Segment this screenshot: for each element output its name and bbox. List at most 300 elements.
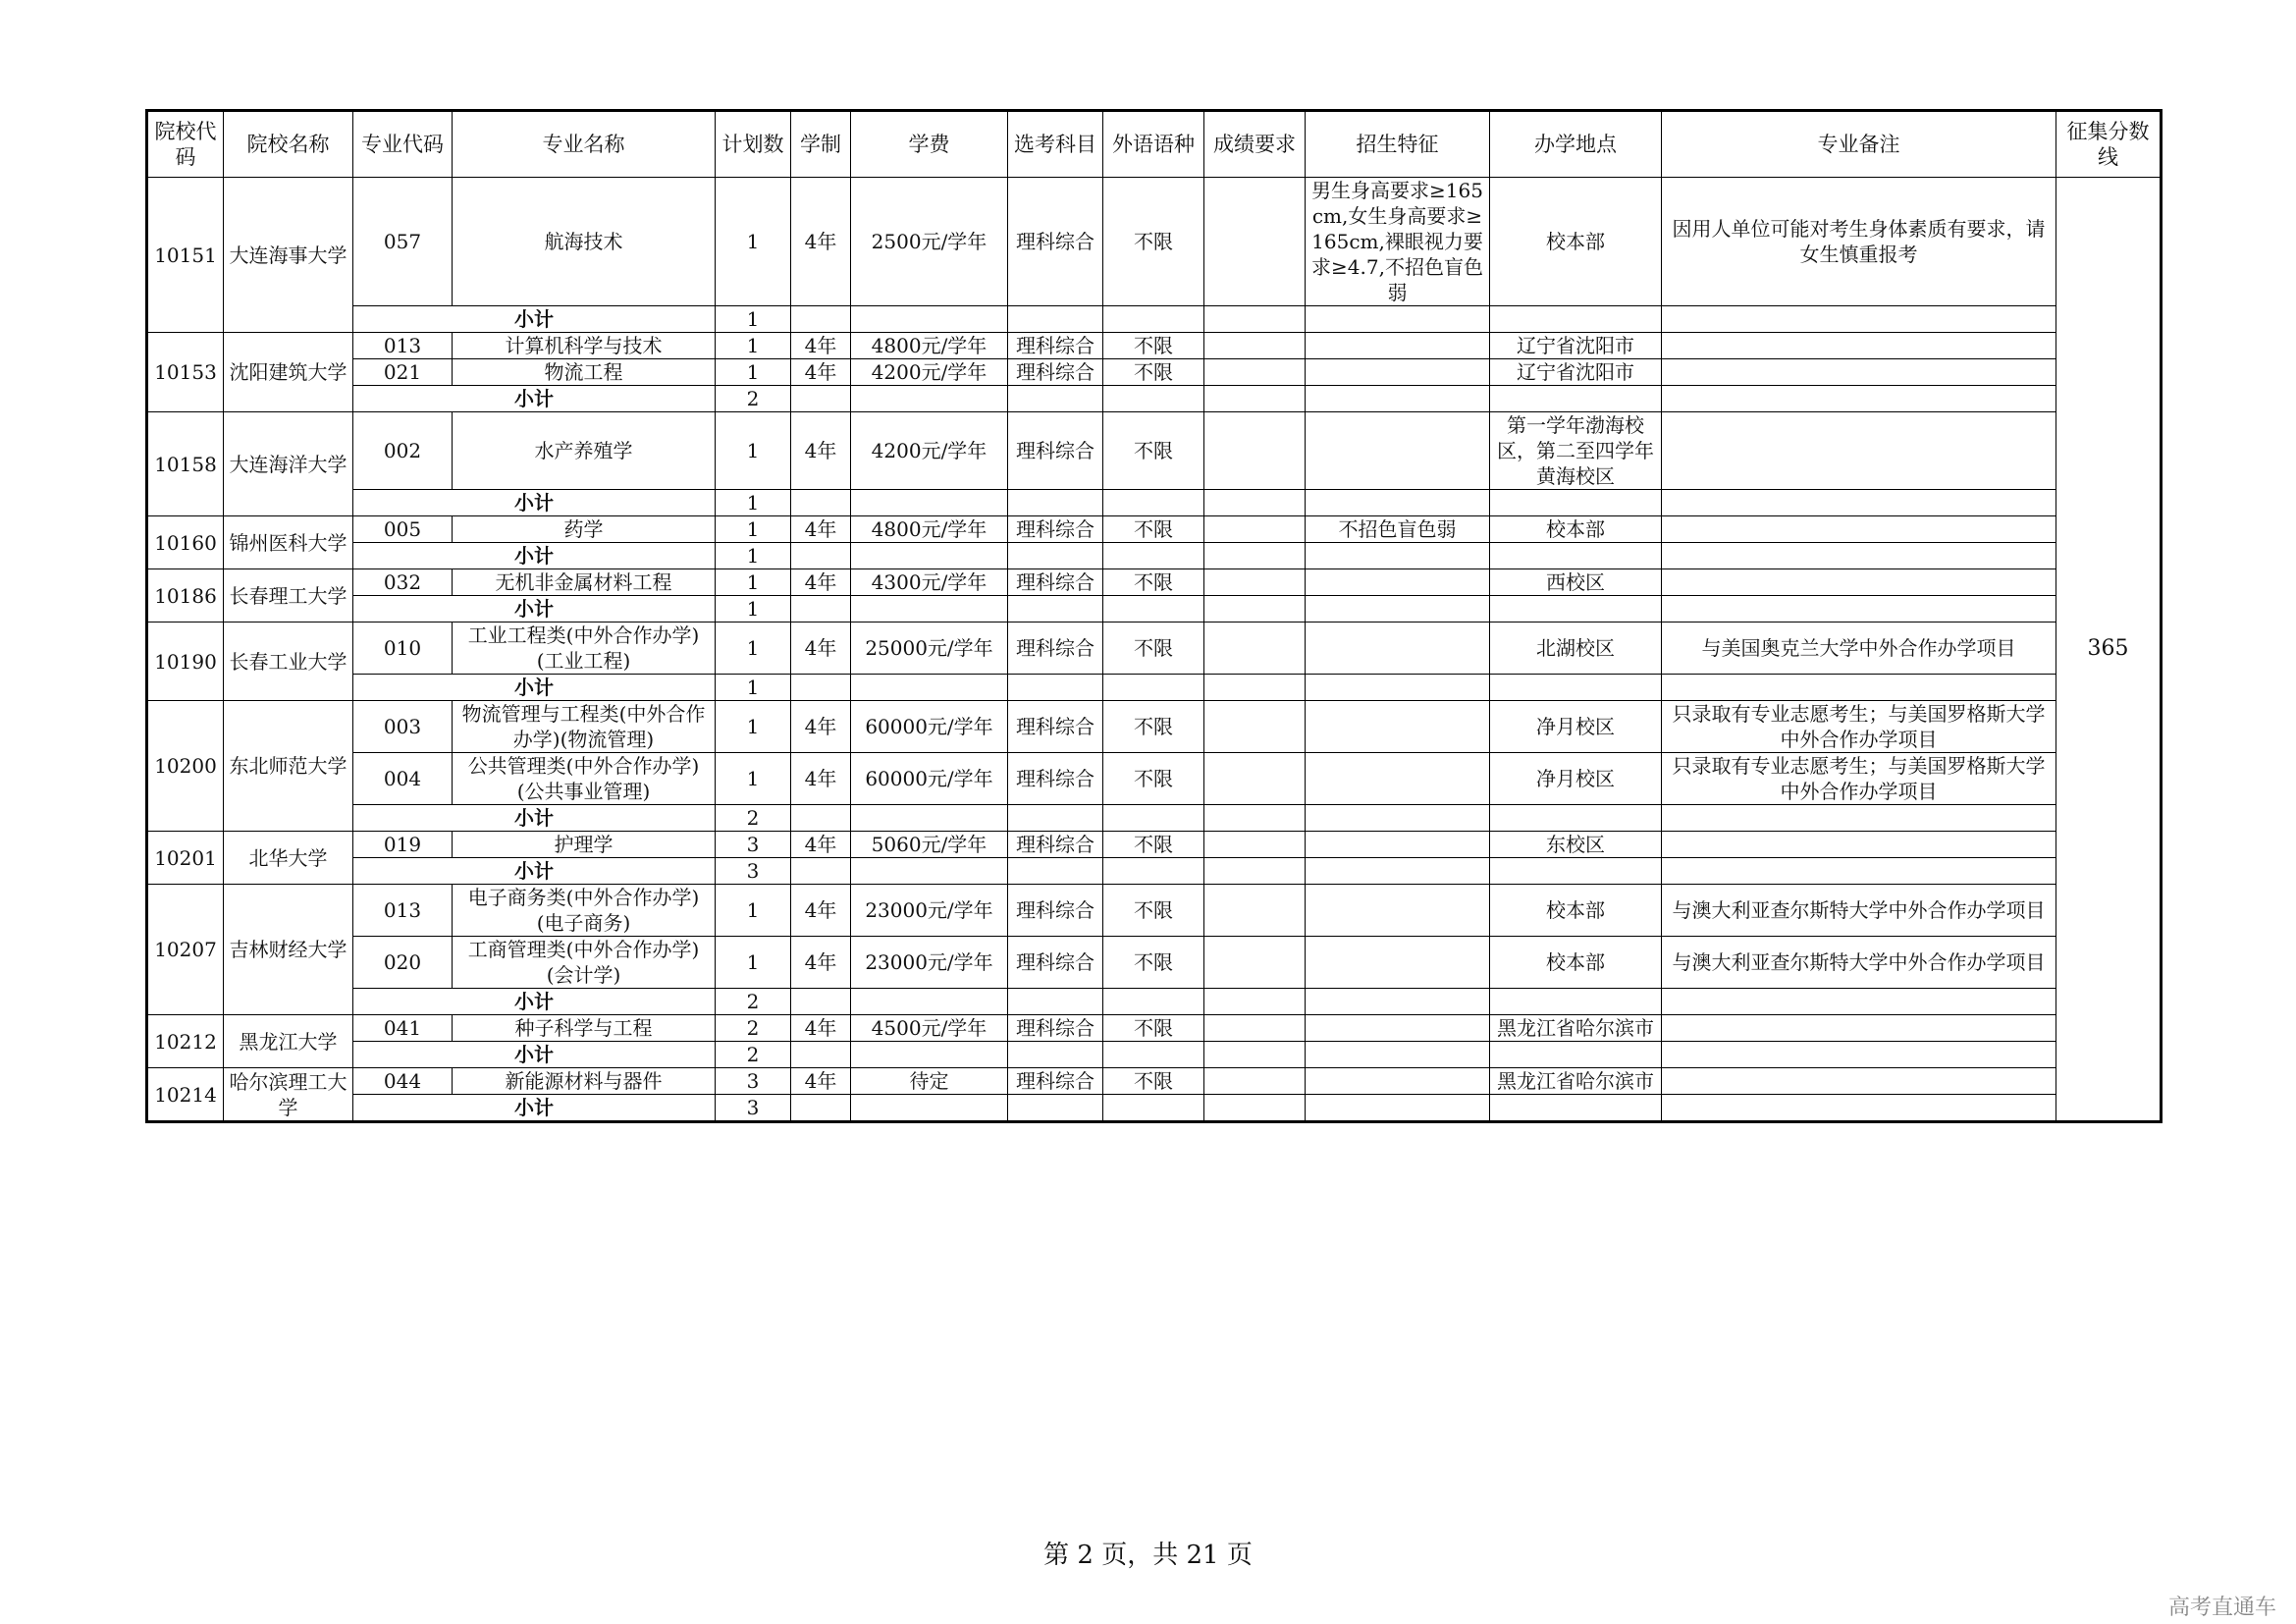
enrollment-feature [1306,1068,1490,1095]
empty-cell [1204,675,1306,701]
empty-cell [1103,858,1204,885]
foreign-language: 不限 [1103,937,1204,989]
empty-cell [1008,1095,1103,1122]
subtotal-row [147,543,2162,569]
subtotal-value: 1 [716,306,791,333]
school-code: 10153 [147,333,224,412]
exam-subject: 理科综合 [1008,516,1103,543]
exam-subject: 理科综合 [1008,885,1103,937]
empty-cell [1103,989,1204,1015]
tuition-fee: 23000元/学年 [851,937,1008,989]
school-name: 吉林财经大学 [224,885,353,1015]
foreign-language: 不限 [1103,753,1204,805]
subtotal-label: 小计 [353,1042,716,1068]
campus-location: 西校区 [1490,569,1662,596]
enrollment-feature [1306,832,1490,858]
plan-count: 1 [716,937,791,989]
study-years: 4年 [791,885,851,937]
foreign-language: 不限 [1103,1068,1204,1095]
tuition-fee: 60000元/学年 [851,701,1008,753]
empty-cell [791,306,851,333]
table-row [147,937,2162,989]
admission-plan-table [145,109,2163,1123]
school-code: 10207 [147,885,224,1015]
empty-cell [1662,675,2056,701]
campus-location: 第一学年渤海校区，第二至四学年黄海校区 [1490,412,1662,490]
foreign-language: 不限 [1103,623,1204,675]
empty-cell [791,1042,851,1068]
subtotal-row [147,490,2162,516]
empty-cell [1306,989,1490,1015]
score-requirement [1204,412,1306,490]
major-note [1662,359,2056,386]
table-row [147,1015,2162,1042]
score-requirement [1204,885,1306,937]
empty-cell [1204,306,1306,333]
empty-cell [1008,490,1103,516]
study-years: 4年 [791,832,851,858]
empty-cell [1490,490,1662,516]
foreign-language: 不限 [1103,333,1204,359]
watermark: 高考直通车 [2167,1596,2276,1620]
major-note [1662,412,2056,490]
major-name: 物流工程 [453,359,716,386]
major-code: 013 [353,885,453,937]
subtotal-label: 小计 [353,1095,716,1122]
empty-cell [1306,306,1490,333]
subtotal-label: 小计 [353,989,716,1015]
score-requirement [1204,937,1306,989]
foreign-language: 不限 [1103,412,1204,490]
empty-cell [1008,675,1103,701]
empty-cell [1204,1042,1306,1068]
empty-cell [791,989,851,1015]
foreign-language: 不限 [1103,1015,1204,1042]
major-note: 与美国奥克兰大学中外合作办学项目 [1662,623,2056,675]
empty-cell [1204,858,1306,885]
subtotal-row [147,386,2162,412]
tuition-fee: 4800元/学年 [851,333,1008,359]
major-code: 041 [353,1015,453,1042]
major-name: 公共管理类(中外合作办学)(公共事业管理) [453,753,716,805]
foreign-language: 不限 [1103,178,1204,306]
major-note [1662,333,2056,359]
column-header: 院校名称 [224,111,353,178]
major-name: 工商管理类(中外合作办学)(会计学) [453,937,716,989]
score-requirement [1204,1015,1306,1042]
empty-cell [851,543,1008,569]
table-row [147,623,2162,675]
subtotal-value: 2 [716,386,791,412]
empty-cell [1662,805,2056,832]
tuition-fee: 4200元/学年 [851,359,1008,386]
subtotal-label: 小计 [353,805,716,832]
table-row [147,701,2162,753]
empty-cell [1204,805,1306,832]
major-name: 电子商务类(中外合作办学)(电子商务) [453,885,716,937]
enrollment-feature [1306,937,1490,989]
subtotal-row [147,306,2162,333]
major-name: 计算机科学与技术 [453,333,716,359]
exam-subject: 理科综合 [1008,937,1103,989]
subtotal-row [147,1095,2162,1122]
score-requirement [1204,359,1306,386]
study-years: 4年 [791,701,851,753]
column-header: 计划数 [716,111,791,178]
major-note [1662,516,2056,543]
enrollment-feature [1306,885,1490,937]
tuition-fee: 25000元/学年 [851,623,1008,675]
empty-cell [1103,596,1204,623]
empty-cell [851,596,1008,623]
subtotal-value: 1 [716,543,791,569]
enrollment-feature [1306,569,1490,596]
campus-location: 校本部 [1490,885,1662,937]
enrollment-feature [1306,359,1490,386]
subtotal-row [147,858,2162,885]
empty-cell [1103,306,1204,333]
exam-subject: 理科综合 [1008,333,1103,359]
subtotal-value: 2 [716,1042,791,1068]
table-row [147,516,2162,543]
major-code: 032 [353,569,453,596]
subtotal-label: 小计 [353,596,716,623]
empty-cell [1662,543,2056,569]
foreign-language: 不限 [1103,832,1204,858]
campus-location: 黑龙江省哈尔滨市 [1490,1015,1662,1042]
empty-cell [1662,989,2056,1015]
empty-cell [851,1042,1008,1068]
major-code: 002 [353,412,453,490]
major-name: 无机非金属材料工程 [453,569,716,596]
table-row [147,333,2162,359]
subtotal-row [147,989,2162,1015]
major-name: 药学 [453,516,716,543]
tuition-fee: 待定 [851,1068,1008,1095]
foreign-language: 不限 [1103,516,1204,543]
foreign-language: 不限 [1103,885,1204,937]
empty-cell [1103,1095,1204,1122]
score-requirement [1204,701,1306,753]
empty-cell [1662,858,2056,885]
campus-location: 校本部 [1490,516,1662,543]
empty-cell [1103,386,1204,412]
table-row [147,412,2162,490]
major-code: 019 [353,832,453,858]
tuition-fee: 4500元/学年 [851,1015,1008,1042]
major-code: 021 [353,359,453,386]
column-header: 专业名称 [453,111,716,178]
major-code: 010 [353,623,453,675]
empty-cell [791,858,851,885]
header-row [147,111,2162,178]
plan-count: 3 [716,832,791,858]
study-years: 4年 [791,178,851,306]
enrollment-feature [1306,1015,1490,1042]
empty-cell [851,858,1008,885]
tuition-fee: 2500元/学年 [851,178,1008,306]
score-requirement [1204,569,1306,596]
empty-cell [791,596,851,623]
empty-cell [1008,858,1103,885]
campus-location: 校本部 [1490,937,1662,989]
school-code: 10200 [147,701,224,832]
campus-location: 校本部 [1490,178,1662,306]
school-code: 10186 [147,569,224,623]
empty-cell [1490,596,1662,623]
exam-subject: 理科综合 [1008,832,1103,858]
enrollment-feature [1306,753,1490,805]
empty-cell [851,1095,1008,1122]
column-header: 学费 [851,111,1008,178]
subtotal-value: 1 [716,596,791,623]
empty-cell [1204,386,1306,412]
empty-cell [1662,306,2056,333]
school-name: 黑龙江大学 [224,1015,353,1068]
exam-subject: 理科综合 [1008,701,1103,753]
tuition-fee: 4800元/学年 [851,516,1008,543]
campus-location: 净月校区 [1490,701,1662,753]
subtotal-label: 小计 [353,858,716,885]
empty-cell [1306,805,1490,832]
foreign-language: 不限 [1103,359,1204,386]
subtotal-value: 2 [716,805,791,832]
plan-count: 1 [716,333,791,359]
school-name: 长春理工大学 [224,569,353,623]
plan-count: 1 [716,885,791,937]
subtotal-label: 小计 [353,490,716,516]
campus-location: 辽宁省沈阳市 [1490,333,1662,359]
empty-cell [851,386,1008,412]
campus-location: 北湖校区 [1490,623,1662,675]
column-header: 成绩要求 [1204,111,1306,178]
major-note: 与澳大利亚查尔斯特大学中外合作办学项目 [1662,937,2056,989]
study-years: 4年 [791,333,851,359]
enrollment-feature [1306,333,1490,359]
major-name: 物流管理与工程类(中外合作办学)(物流管理) [453,701,716,753]
score-line: 365 [2056,178,2162,1122]
subtotal-row [147,805,2162,832]
major-note: 只录取有专业志愿考生；与美国罗格斯大学中外合作办学项目 [1662,753,2056,805]
major-code: 003 [353,701,453,753]
plan-count: 3 [716,1068,791,1095]
school-name: 哈尔滨理工大学 [224,1068,353,1122]
score-requirement [1204,178,1306,306]
table-row [147,832,2162,858]
empty-cell [1204,543,1306,569]
exam-subject: 理科综合 [1008,1015,1103,1042]
subtotal-label: 小计 [353,306,716,333]
major-code: 004 [353,753,453,805]
study-years: 4年 [791,569,851,596]
school-name: 北华大学 [224,832,353,885]
exam-subject: 理科综合 [1008,1068,1103,1095]
empty-cell [1008,596,1103,623]
subtotal-value: 2 [716,989,791,1015]
exam-subject: 理科综合 [1008,412,1103,490]
exam-subject: 理科综合 [1008,178,1103,306]
subtotal-row [147,596,2162,623]
major-note [1662,832,2056,858]
enrollment-feature [1306,412,1490,490]
subtotal-value: 1 [716,675,791,701]
campus-location: 辽宁省沈阳市 [1490,359,1662,386]
table-row [147,569,2162,596]
major-name: 水产养殖学 [453,412,716,490]
empty-cell [791,675,851,701]
empty-cell [1306,675,1490,701]
school-code: 10151 [147,178,224,333]
empty-cell [1204,490,1306,516]
major-name: 新能源材料与器件 [453,1068,716,1095]
empty-cell [1008,989,1103,1015]
plan-count: 1 [716,412,791,490]
table-row [147,178,2162,306]
empty-cell [1103,675,1204,701]
study-years: 4年 [791,516,851,543]
school-code: 10190 [147,623,224,701]
empty-cell [1306,543,1490,569]
empty-cell [791,543,851,569]
empty-cell [1490,386,1662,412]
exam-subject: 理科综合 [1008,623,1103,675]
column-header: 征集分数线 [2056,111,2162,178]
empty-cell [851,490,1008,516]
subtotal-row [147,675,2162,701]
tuition-fee: 60000元/学年 [851,753,1008,805]
empty-cell [1306,1095,1490,1122]
empty-cell [851,306,1008,333]
empty-cell [1008,306,1103,333]
empty-cell [1490,989,1662,1015]
empty-cell [1306,490,1490,516]
empty-cell [1662,596,2056,623]
study-years: 4年 [791,1015,851,1042]
study-years: 4年 [791,753,851,805]
subtotal-value: 3 [716,858,791,885]
plan-count: 1 [716,623,791,675]
empty-cell [1204,1095,1306,1122]
study-years: 4年 [791,623,851,675]
study-years: 4年 [791,1068,851,1095]
school-code: 10212 [147,1015,224,1068]
enrollment-feature [1306,701,1490,753]
subtotal-label: 小计 [353,543,716,569]
empty-cell [1306,1042,1490,1068]
major-note [1662,569,2056,596]
major-note: 与澳大利亚查尔斯特大学中外合作办学项目 [1662,885,2056,937]
tuition-fee: 4300元/学年 [851,569,1008,596]
score-requirement [1204,753,1306,805]
tuition-fee: 4200元/学年 [851,412,1008,490]
major-code: 044 [353,1068,453,1095]
column-header: 专业备注 [1662,111,2056,178]
empty-cell [1306,386,1490,412]
empty-cell [791,805,851,832]
score-requirement [1204,623,1306,675]
major-note: 因用人单位可能对考生身体素质有要求，请女生慎重报考 [1662,178,2056,306]
empty-cell [1008,386,1103,412]
column-header: 专业代码 [353,111,453,178]
school-name: 大连海洋大学 [224,412,353,516]
empty-cell [1103,490,1204,516]
major-name: 工业工程类(中外合作办学)(工业工程) [453,623,716,675]
empty-cell [1662,386,2056,412]
campus-location: 净月校区 [1490,753,1662,805]
empty-cell [1204,989,1306,1015]
major-code: 013 [353,333,453,359]
enrollment-feature: 不招色盲色弱 [1306,516,1490,543]
major-note [1662,1068,2056,1095]
empty-cell [1490,805,1662,832]
tuition-fee: 5060元/学年 [851,832,1008,858]
column-header: 外语语种 [1103,111,1204,178]
column-header: 院校代码 [147,111,224,178]
school-code: 10201 [147,832,224,885]
tuition-fee: 23000元/学年 [851,885,1008,937]
plan-count: 1 [716,753,791,805]
table-row [147,359,2162,386]
empty-cell [791,386,851,412]
major-note [1662,1015,2056,1042]
table-row [147,1068,2162,1095]
empty-cell [1306,858,1490,885]
empty-cell [1662,1042,2056,1068]
major-name: 航海技术 [453,178,716,306]
school-name: 东北师范大学 [224,701,353,832]
school-name: 长春工业大学 [224,623,353,701]
school-name: 大连海事大学 [224,178,353,333]
empty-cell [1490,1042,1662,1068]
column-header: 学制 [791,111,851,178]
table-row [147,885,2162,937]
score-requirement [1204,1068,1306,1095]
enrollment-feature [1306,623,1490,675]
plan-count: 1 [716,178,791,306]
empty-cell [1490,1095,1662,1122]
subtotal-label: 小计 [353,386,716,412]
empty-cell [791,490,851,516]
major-code: 057 [353,178,453,306]
empty-cell [851,805,1008,832]
major-code: 005 [353,516,453,543]
school-code: 10214 [147,1068,224,1122]
study-years: 4年 [791,412,851,490]
study-years: 4年 [791,359,851,386]
foreign-language: 不限 [1103,569,1204,596]
study-years: 4年 [791,937,851,989]
major-code: 020 [353,937,453,989]
score-requirement [1204,832,1306,858]
subtotal-row [147,1042,2162,1068]
column-header: 办学地点 [1490,111,1662,178]
empty-cell [1103,543,1204,569]
empty-cell [1306,596,1490,623]
empty-cell [1662,490,2056,516]
empty-cell [1103,1042,1204,1068]
empty-cell [851,675,1008,701]
page-footer: 第 2 页，共 21 页 [1043,1541,1253,1570]
empty-cell [1204,596,1306,623]
empty-cell [1662,1095,2056,1122]
empty-cell [1490,858,1662,885]
empty-cell [1008,1042,1103,1068]
plan-count: 1 [716,569,791,596]
column-header: 招生特征 [1306,111,1490,178]
exam-subject: 理科综合 [1008,359,1103,386]
empty-cell [1490,675,1662,701]
column-header: 选考科目 [1008,111,1103,178]
